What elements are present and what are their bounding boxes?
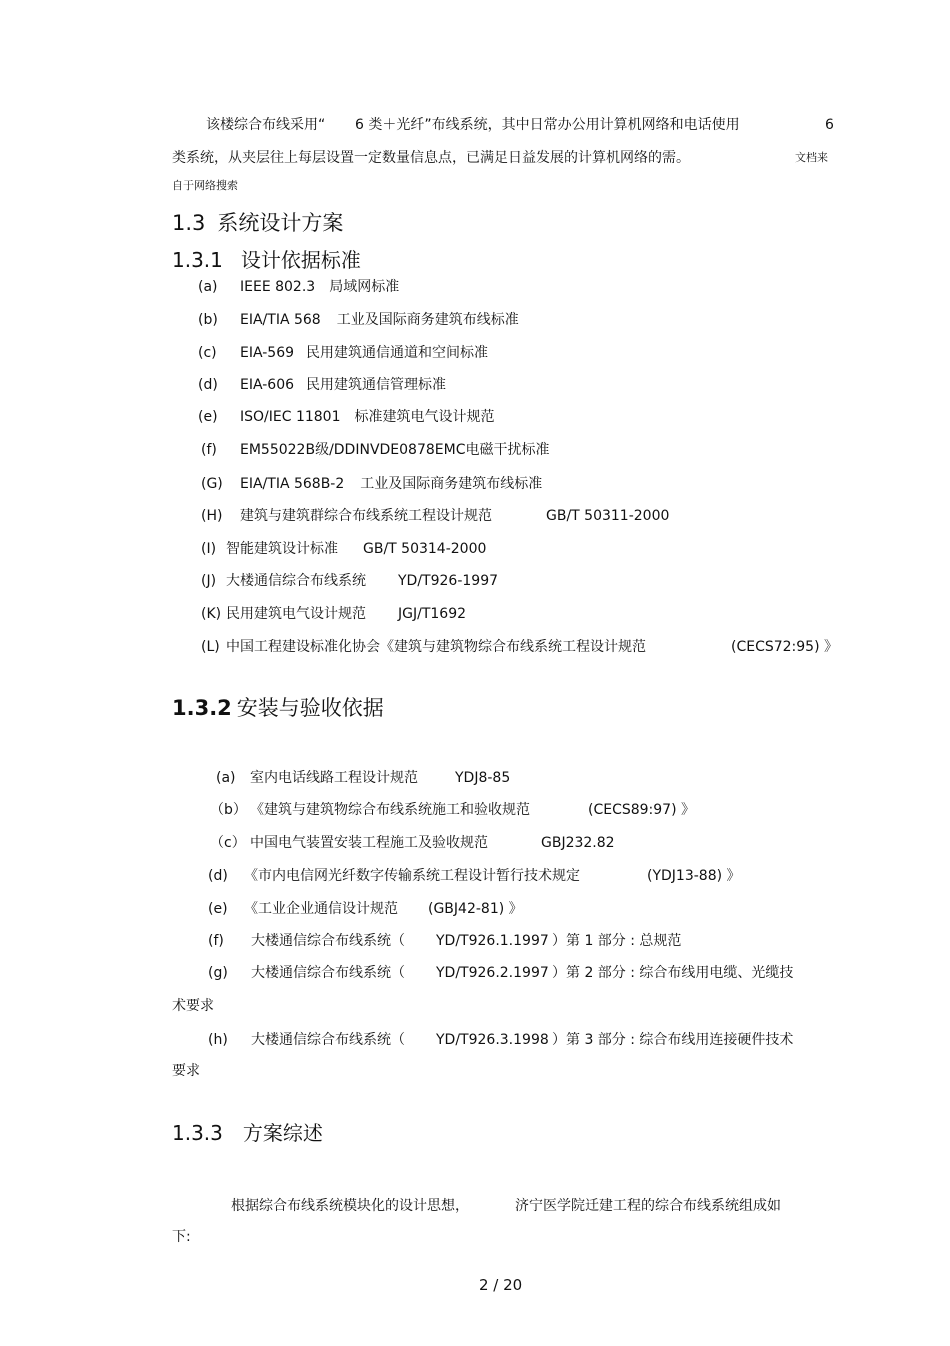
acceptance-item-tail: ）第 2 部分 : 综合布线用电缆、光缆技 [552, 965, 794, 981]
section-1-3-3-heading [172, 1120, 323, 1146]
acceptance-item-code: YD/T926.1.1997 [436, 933, 549, 949]
section-1-3-heading [172, 210, 343, 236]
section-title: 系统设计方案 [217, 211, 344, 235]
acceptance-item-code: YDJ8-85 [455, 770, 511, 786]
standard-item: (d) [198, 377, 218, 393]
acceptance-item-code: (YDJ13-88) 》 [647, 868, 741, 884]
standard-item: (I) [201, 541, 217, 557]
acceptance-item-text: 中国电气装置安装工程施工及验收规范 [250, 835, 488, 851]
standard-item-body: EIA-606 民用建筑通信管理标准 [240, 377, 447, 393]
overview-para-cont: 下: [172, 1229, 191, 1245]
section-title: 方案综述 [242, 1121, 323, 1145]
acceptance-item: (d) [208, 868, 228, 884]
standard-item-body: EIA/TIA 568B-2 工业及国际商务建筑布线标准 [240, 476, 543, 492]
page-number: 2 / 20 [479, 1276, 523, 1294]
standard-item-code: (CECS72:95) 》 [731, 639, 839, 655]
section-number: 1.3 [172, 211, 206, 235]
standard-item: (L) [201, 639, 220, 655]
acceptance-item-code: YD/T926.2.1997 [436, 965, 549, 981]
standard-item-code: GB/T 50311-2000 [546, 508, 670, 524]
intro-line1-a: 该楼综合布线采用“ [206, 117, 326, 133]
acceptance-item-code: GBJ232.82 [541, 835, 615, 851]
standard-item-text: 智能建筑设计标准 [226, 541, 338, 557]
standard-item-body: EIA/TIA 568 工业及国际商务建筑布线标准 [240, 312, 519, 328]
acceptance-item-code: (GBJ42-81) 》 [428, 901, 523, 917]
standard-item-body: ISO/IEC 11801 标准建筑电气设计规范 [240, 409, 495, 425]
section-number: 1.3.3 [172, 1121, 223, 1145]
acceptance-item-text: 《工业企业通信设计规范 [244, 901, 398, 917]
acceptance-item: (a) [216, 770, 236, 786]
acceptance-item-text: 大楼通信综合布线系统（ [251, 933, 405, 949]
acceptance-item: (f) [208, 933, 224, 949]
standard-item-code: YD/T926-1997 [398, 573, 499, 589]
section-number: 1.3.2 [172, 696, 232, 720]
standard-item-body: EM55022B级/DDINVDE0878EMC电磁干扰标准 [240, 442, 550, 458]
standard-item: (b) [198, 312, 218, 328]
acceptance-item-text: 《市内电信网光纤数字传输系统工程设计暂行技术规定 [244, 868, 580, 884]
intro-note: 文档来 [795, 151, 828, 164]
acceptance-item-text: 大楼通信综合布线系统（ [251, 965, 405, 981]
standard-item-text: 中国工程建设标准化协会《建筑与建筑物综合布线系统工程设计规范 [226, 639, 646, 655]
acceptance-item-cont: 要求 [172, 1063, 200, 1079]
section-1-3-1-heading [172, 247, 361, 273]
standard-item-code: GB/T 50314-2000 [363, 541, 487, 557]
standard-item-body: EIA-569 民用建筑通信通道和空间标准 [240, 345, 489, 361]
acceptance-item-code: (CECS89:97) 》 [588, 802, 696, 818]
standard-item: (H) [201, 508, 223, 524]
intro-line1-c: 6 [825, 117, 834, 133]
intro-line1-b: 6 类＋光纤”布线系统，其中日常办公用计算机网络和电话使用 [355, 117, 740, 133]
standard-item-code: JGJ/T1692 [398, 606, 467, 622]
acceptance-item: （c） [210, 835, 246, 851]
section-title: 设计依据标准 [240, 248, 361, 272]
standard-item: (J) [201, 573, 217, 589]
standard-item-body: IEEE 802.3 局域网标准 [240, 279, 400, 295]
standard-item-text: 建筑与建筑群综合布线系统工程设计规范 [240, 508, 492, 524]
overview-para-b: 济宁医学院迁建工程的综合布线系统组成如 [515, 1198, 781, 1214]
overview-para-a: 根据综合布线系统模块化的设计思想， [231, 1198, 469, 1214]
standard-item: (c) [198, 345, 217, 361]
acceptance-item: (h) [208, 1032, 228, 1048]
acceptance-item-code: YD/T926.3.1998 [436, 1032, 549, 1048]
acceptance-item-text: 室内电话线路工程设计规范 [250, 770, 418, 786]
acceptance-item-text: 大楼通信综合布线系统（ [251, 1032, 405, 1048]
standard-item: (G) [201, 476, 223, 492]
standard-item: (a) [198, 279, 218, 295]
standard-item-text: 大楼通信综合布线系统 [226, 573, 366, 589]
acceptance-item: (e) [208, 901, 228, 917]
section-number: 1.3.1 [172, 248, 223, 272]
standard-item: (K) [201, 606, 222, 622]
intro-line2: 类系统，从夹层往上每层设置一定数量信息点，已满足日益发展的计算机网络的需。 [172, 150, 690, 166]
acceptance-item-tail: ）第 1 部分 : 总规范 [552, 933, 682, 949]
acceptance-item-text: 《建筑与建筑物综合布线系统施工和验收规范 [250, 802, 530, 818]
standard-item: (e) [198, 409, 218, 425]
acceptance-item-cont: 术要求 [172, 998, 214, 1014]
section-title: 安装与验收依据 [236, 696, 384, 720]
acceptance-item: （b） [210, 802, 247, 818]
acceptance-item: (g) [208, 965, 228, 981]
intro-note-cont: 自于网络搜索 [172, 179, 238, 192]
section-1-3-2-heading [172, 695, 384, 721]
standard-item: (f) [201, 442, 217, 458]
acceptance-item-tail: ）第 3 部分 : 综合布线用连接硬件技术 [552, 1032, 794, 1048]
standard-item-text: 民用建筑电气设计规范 [226, 606, 366, 622]
